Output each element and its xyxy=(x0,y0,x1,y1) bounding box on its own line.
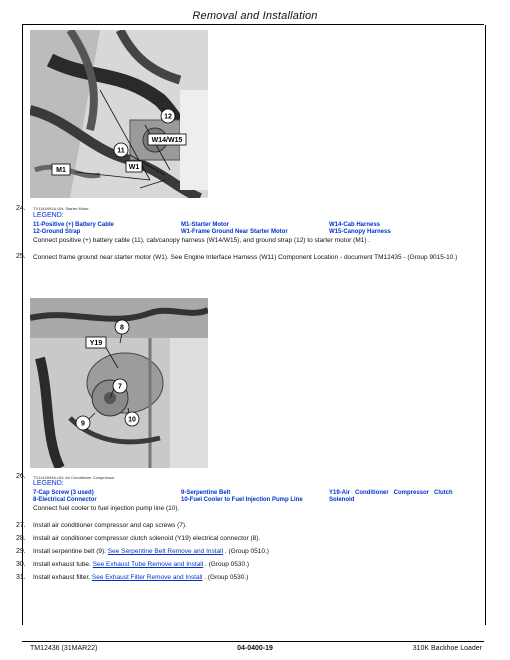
step-25-number: 25. xyxy=(16,253,26,260)
exhaust-tube-link[interactable]: See Exhaust Tube Remove and Install xyxy=(92,561,204,568)
ac-compressor-photo xyxy=(30,298,208,468)
legend-m1: M1-Starter Motor xyxy=(181,222,230,228)
figure1-caption: TX1144991A-UN: Starter Motor xyxy=(33,206,89,211)
callout-m1: M1 xyxy=(56,167,66,174)
callout-w1: W1 xyxy=(128,164,140,171)
callout-10: 10 xyxy=(128,416,136,424)
step-29-suffix: . (Group 0510.) xyxy=(223,548,269,555)
footer-document-id: TM12436 (31MAR22) xyxy=(30,645,98,652)
callout-11: 11 xyxy=(117,147,125,155)
legend-w15: W15-Canopy Harness xyxy=(329,229,391,235)
step-30-number: 30. xyxy=(16,561,26,568)
serpentine-belt-link[interactable]: See Serpentine Belt Remove and Install xyxy=(107,548,224,555)
callout-12: 12 xyxy=(164,113,172,121)
legend-7: 7-Cap Screw (3 used) xyxy=(33,490,94,496)
figure2-caption: TX1144994A-UN: Air Conditioner Compressor xyxy=(33,475,115,480)
footer-rule xyxy=(22,641,484,642)
step-26-text: Connect fuel cooler to fuel injection pump line (10). xyxy=(33,505,180,512)
step-27-number: 27. xyxy=(16,522,26,529)
callout-8: 8 xyxy=(120,324,124,332)
legend-12: 12-Ground Strap xyxy=(33,229,81,235)
step-31-suffix: . (Group 0530.) xyxy=(202,574,249,581)
callout-7: 7 xyxy=(118,383,122,391)
step-28-text xyxy=(33,535,260,542)
step-24-number: 24. xyxy=(16,205,26,212)
step-27-text xyxy=(33,522,187,529)
step-24-text: Connect positive (+) battery cable (11), cab/canopy harness (W14/W15), and ground strap (12) to starter motor (M1) . xyxy=(33,237,371,244)
step-31-number: 31. xyxy=(16,574,26,581)
footer-machine-name: 310K Backhoe Loader xyxy=(412,645,482,652)
step-30-suffix: . (Group 0530.) xyxy=(203,561,250,568)
step-29-text xyxy=(33,548,269,555)
starter-motor-illustration xyxy=(30,30,208,198)
step-25-text: Connect frame ground near starter motor (W1). See Engine Interface Harness (W11) Component Location - document TM12435 - (Group 9015-10.) xyxy=(33,254,458,261)
legend-y19: Y19-Air Conditioner Compressor Clutch xyxy=(329,490,453,496)
step-28-number: 28. xyxy=(16,535,26,542)
starter-motor-photo xyxy=(30,30,208,198)
ac-compressor-illustration xyxy=(30,298,208,468)
step-29-number: 29. xyxy=(16,548,26,555)
callout-y19: Y19 xyxy=(89,340,103,347)
callout-w14-w15: W14/W15 xyxy=(151,137,183,144)
legend-y19-cont: Solenoid xyxy=(329,497,355,503)
callout-9: 9 xyxy=(81,420,85,428)
footer-page-number: 04-0400-19 xyxy=(237,645,273,652)
step-30-text xyxy=(33,561,249,568)
step-26-number: 26. xyxy=(16,473,26,480)
legend-10: 10-Fuel Cooler to Fuel Injection Pump Line xyxy=(181,497,303,503)
legend-9: 9-Serpentine Belt xyxy=(181,490,231,496)
step-28-body: Install air conditioner compressor clutch solenoid (Y19) electrical connector (8). xyxy=(33,535,261,542)
step-31-text xyxy=(33,574,248,581)
step-31-body: Install exhaust filter. xyxy=(33,574,92,581)
step-24-legend-title: LEGEND: xyxy=(33,212,64,219)
legend-w1: W1-Frame Ground Near Starter Motor xyxy=(181,229,288,235)
legend-w14: W14-Cab Harness xyxy=(329,222,381,228)
legend-11: 11-Positive (+) Battery Cable xyxy=(33,222,114,228)
step-30-body: Install exhaust tube. xyxy=(33,561,93,568)
step-26-legend-title: LEGEND: xyxy=(33,480,64,487)
step-27-body: Install air conditioner compressor and cap screws (7). xyxy=(33,522,187,529)
page-header-title: Removal and Installation xyxy=(192,10,318,22)
exhaust-filter-link[interactable]: See Exhaust Filter Remove and Install xyxy=(91,574,203,581)
legend-8: 8-Electrical Connector xyxy=(33,497,97,503)
step-29-body: Install serpentine belt (9). xyxy=(33,548,108,555)
